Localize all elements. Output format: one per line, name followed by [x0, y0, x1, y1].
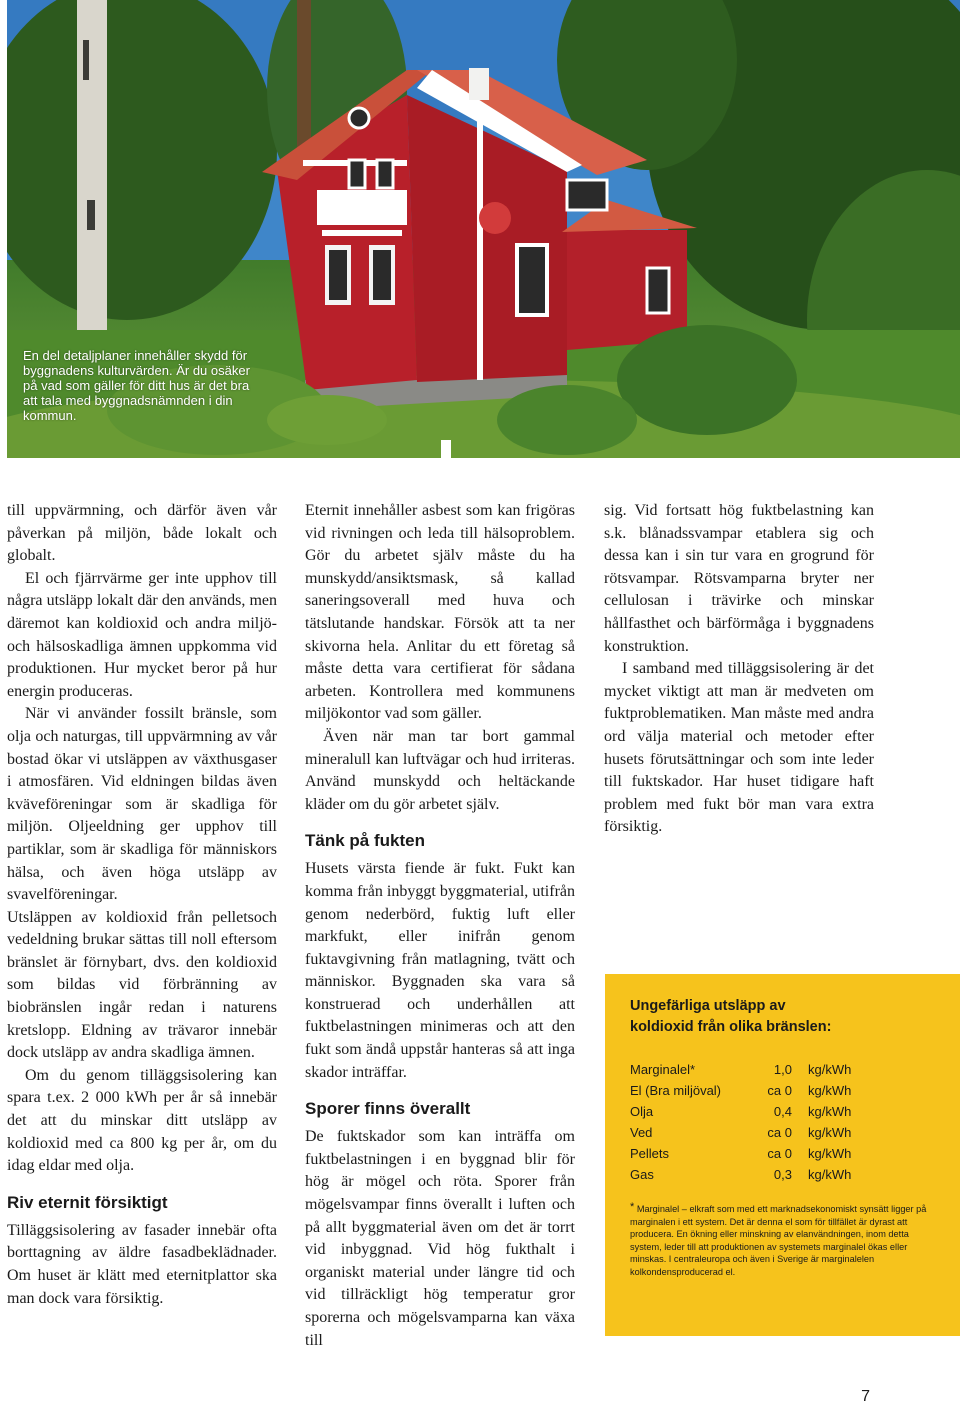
emission-value: 1,0 [773, 1062, 792, 1077]
paragraph: El och fjärrvärme ger inte upphov till några utsläpp lokalt där den används, men däremot kan koldioxid och andra miljö- och hälsoskadliga ämnen uppkomma vid produktionen. Hur mycket beror på hur energin produceras. [7, 569, 277, 700]
section-heading-eternit: Riv eternit försiktigt [7, 1192, 168, 1212]
factbox-title-line1: Ungefärliga utsläpp av [630, 998, 786, 1014]
emission-value: ca 0 [767, 1146, 792, 1161]
emissions-row [630, 1164, 851, 1185]
emission-value: 0,4 [773, 1104, 792, 1119]
photo-gap [441, 440, 451, 458]
emission-unit: kg/kWh [808, 1104, 852, 1119]
paragraph: Även när man tar bort gammal mineralull kan luftvägar och hud irriteras. Använd munskydd och heltäckande kläder om du gör arbetet själv. [305, 727, 575, 813]
paragraph: sig. Vid fortsatt hög fuktbelastning kan s.k. blånadssvampar etablera sig och dessa kan i sin tur vara en grogrund för rötsvampar. Rötsvamparna bryter ner cellulosan i trävirke och minskar hållfasthet och bärförmåga i byggnadens konstruktion. [604, 502, 874, 655]
paragraph: Om du genom tilläggsisolering kan spara t.ex. 2 000 kWh per år så innebär det att du minskar ditt utsläpp av koldioxid med ca 800 kg per år, om du idag eldar med olja. [7, 1066, 277, 1175]
factbox-footnote [630, 1203, 936, 1278]
factbox-title-line2: koldioxid från olika bränslen: [630, 1019, 832, 1035]
footnote-mark: * [630, 1201, 635, 1213]
emissions-row [630, 1059, 851, 1080]
factbox-title [630, 996, 936, 1038]
emission-unit: kg/kWh [808, 1146, 852, 1161]
section-heading-sporer: Sporer finns överallt [305, 1099, 471, 1119]
emissions-row [630, 1122, 851, 1143]
text-column-3 [604, 500, 874, 839]
paragraph: De fuktskador som kan inträffa om fuktbelastningen i en byggnad blir för hög är mögel och röta. Sporer från mögelsvampar finns överallt i luften och på allt byggmaterial även om det är torrt vid inbyggnad. Vid hög fukthalt i organiskt material under längre tid och vid tillräckligt hög temperatur gror sporerna och mögelsvamparna kan växa till [305, 1128, 575, 1349]
footnote-text: Marginalel – elkraft som med ett marknadsekonomiskt synsätt ligger på marginalen i ett system. Det är denna el som för tillfället är dyrast att producera. En ökning eller minskning av elanvändningen, inom detta system, leder till att produktionen av systemets marginalel ökas eller minskas. I centraleuropa och även i Sverige är marginalelen kolkondensproducerad el. [630, 1204, 927, 1277]
emission-value: 0,3 [773, 1167, 792, 1182]
emissions-table [630, 1059, 851, 1185]
paragraph: Eternit innehåller asbest som kan frigöras vid rivningen och leda till hälsoproblem. Gör du arbetet själv måste du ha munskydd/ansiktsmask, så kallad saneringsoverall med huva och tätslutande handskar. Försök att ta ner skivorna hela. Anlitar du ett företag så måste detta vara certifierat för sådana arbeten. Kontrollera med kommunens miljökontor vad som gäller. [305, 502, 575, 723]
fuel-name: El (Bra miljöval) [630, 1083, 722, 1098]
emission-value: ca 0 [767, 1083, 792, 1098]
paragraph: Husets värsta fiende är fukt. Fukt kan komma från inbyggt byggmaterial, utifrån genom nederbörd, fuktig luft eller markfukt, eller inifrån genom fuktavgivning från matlagning, tvätt och människor. Byggnaden ska vara så konstruerad och underhållen att fuktbelastningen minimeras och att den fukt som ändå uppstår hanteras så att inga skador inträffar. [305, 860, 575, 1081]
text-column-1 [7, 500, 277, 1310]
emissions-factbox [605, 974, 960, 1336]
emission-unit: kg/kWh [808, 1083, 852, 1098]
paragraph: till uppvärmning, och därför även vår påverkan på miljön, både lokalt och globalt. [7, 502, 277, 565]
fuel-name: Ved [630, 1125, 653, 1140]
fuel-name: Gas [630, 1167, 654, 1182]
page-number: 7 [861, 1388, 870, 1405]
emission-unit: kg/kWh [808, 1062, 852, 1077]
emissions-row [630, 1101, 851, 1122]
emissions-row [630, 1080, 851, 1101]
emission-value: ca 0 [767, 1125, 792, 1140]
emission-unit: kg/kWh [808, 1167, 852, 1182]
photo-caption: En del detaljplaner innehåller skydd för byggnadens kulturvärden. Är du osäker på vad som gäller för ditt hus är det bra att tala med byggnadsnämnden i din kommun. [23, 348, 250, 423]
house-photo [7, 0, 960, 458]
fuel-name: Olja [630, 1104, 654, 1119]
emissions-row [630, 1143, 851, 1164]
section-heading-fukt: Tänk på fukten [305, 831, 425, 851]
text-column-2 [305, 500, 575, 1352]
paragraph: När vi använder fossilt bränsle, som olja och naturgas, till uppvärmning av vår bostad ökar vi utsläppen av växthusgaser i atmosfären. Vid eldningen bildas även kväveföreningar som är skadliga för miljön. Oljeeldning ger upphov till partiklar, som är skadliga för människors hälsa, och även höga utsläpp av svavelföreningar. [7, 705, 277, 904]
fuel-name: Marginalel* [630, 1062, 696, 1077]
paragraph: I samband med tilläggsisolering är det mycket viktigt att man är medveten om fuktproblematiken. Man måste med andra ord välja material och metoder efter husets förutsättningar och som inte leder till fuktskador. Har huset tidigare haft problem med fukt bör man vara extra försiktig. [604, 660, 874, 836]
paragraph: Tilläggsisolering av fasader innebär ofta borttagning av äldre fasadbeklädnader. Om huset är klätt med eternitplattor ska man dock vara försiktig. [7, 1221, 277, 1307]
fuel-name: Pellets [630, 1146, 670, 1161]
emission-unit: kg/kWh [808, 1125, 852, 1140]
paragraph: Utsläppen av koldioxid från pelletsoch vedeldning brukar sättas till noll eftersom bränslet är förnybart, dvs. den koldioxid som bildas vid förbränning av biobränslen ingår redan i naturens kretslopp. Eldning av trävaror innebär dock utsläpp av andra skadliga ämnen. [7, 908, 277, 1062]
